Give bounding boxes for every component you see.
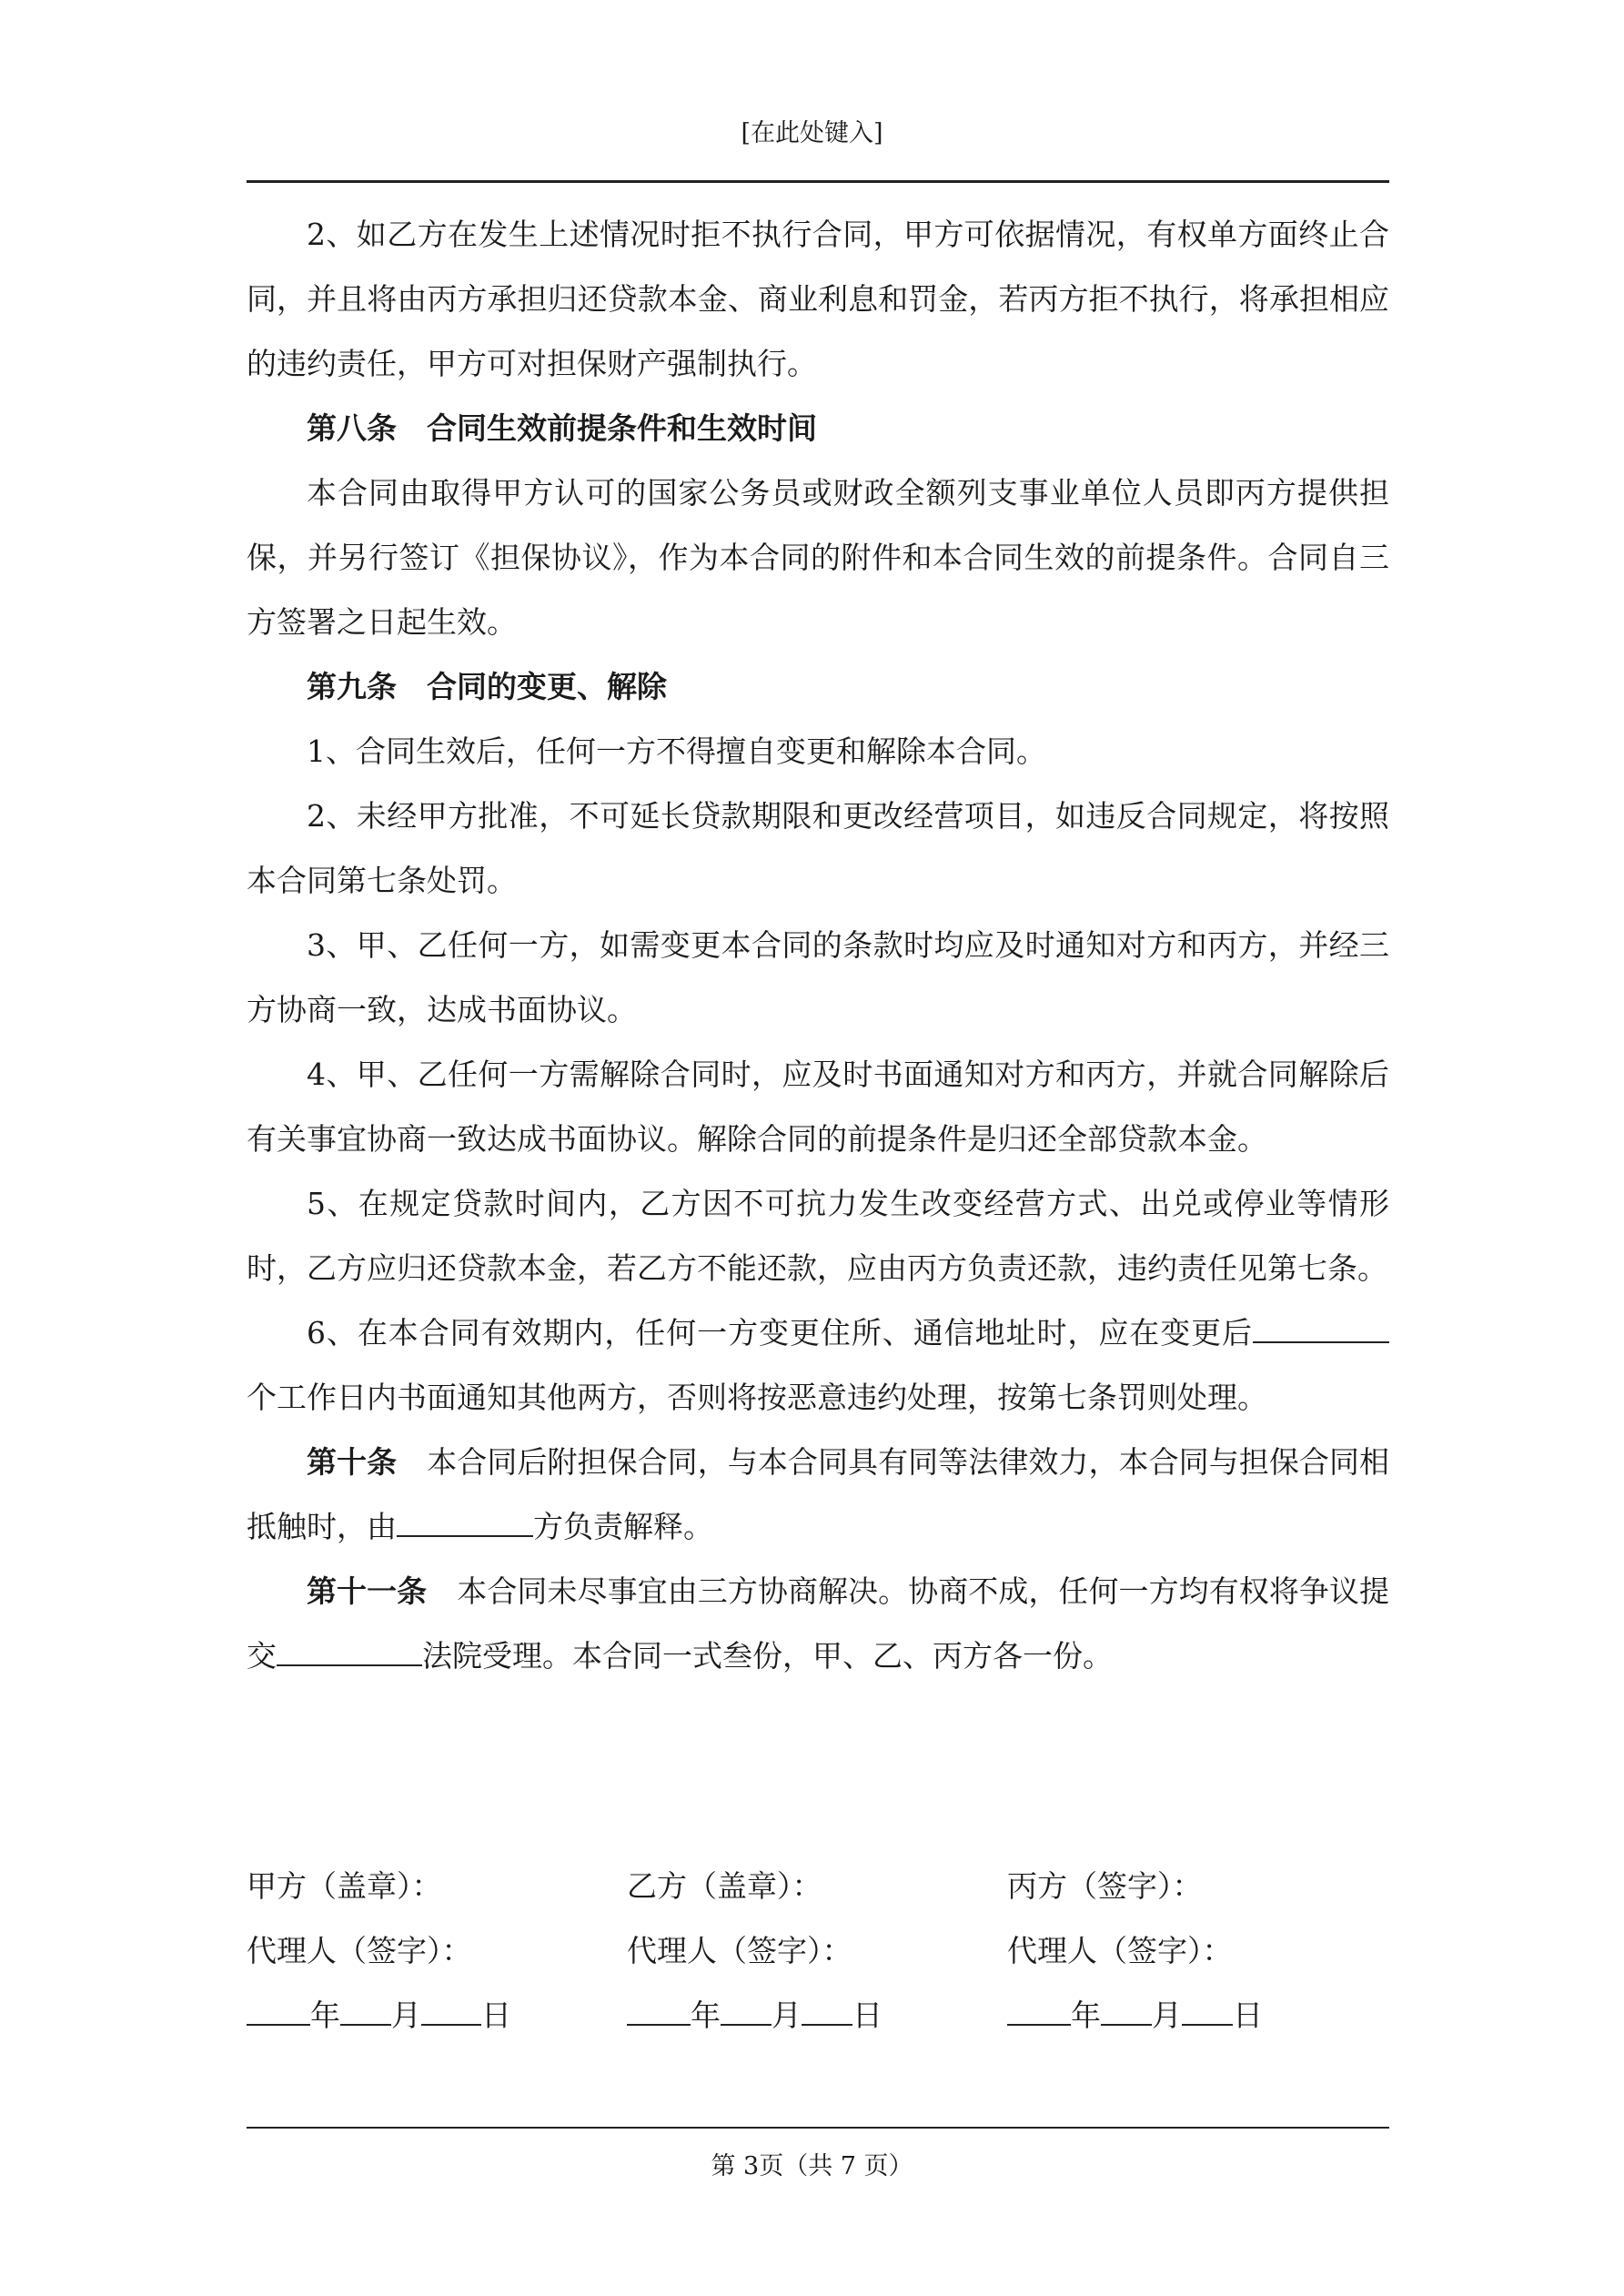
- days-blank-part1[interactable]: [1253, 1314, 1331, 1343]
- article-9-clause-3: 3、甲、乙任何一方，如需变更本合同的条款时均应及时通知对方和丙方，并经三方协商一致，达成书面协议。: [247, 927, 1389, 1027]
- days-blank-part2[interactable]: [1331, 1314, 1389, 1343]
- article-9-clause-1: 1、合同生效后，任何一方不得擅自变更和解除本合同。: [307, 733, 1046, 769]
- page-number: 第 3页（共 7 页）: [711, 2152, 913, 2180]
- year-label: 年: [1071, 1998, 1101, 2033]
- article-10-number: 第十条: [307, 1444, 398, 1480]
- article-8-number: 第八条: [307, 410, 397, 446]
- month-blank[interactable]: [340, 1997, 391, 2026]
- party-c-date: [1007, 1983, 1387, 2048]
- header-divider: [247, 180, 1389, 183]
- paragraph-7-2: 2、如乙方在发生上述情况时拒不执行合同，甲方可依据情况，有权单方面终止合同，并且将由丙方承担归还贷款本金、商业利息和罚金，若丙方拒不执行，将承担相应的违约责任，甲方可对担保财产强制执行。: [247, 217, 1389, 381]
- footer-divider: [247, 2127, 1389, 2129]
- party-a-agent: 代理人（签字）：: [247, 1933, 472, 1968]
- article-11-text-b: 法院受理。本合同一式叁份，甲、乙、丙方各一份。: [422, 1638, 1113, 1674]
- month-blank[interactable]: [1101, 1997, 1152, 2026]
- page-header: [在此处键入]: [741, 119, 883, 147]
- day-label: 日: [852, 1998, 883, 2033]
- contract-body: [247, 202, 1389, 1688]
- signature-party-row: [247, 1854, 1389, 1918]
- day-label: 日: [481, 1998, 511, 2033]
- month-blank[interactable]: [721, 1997, 772, 2026]
- article-9-clause-4: 4、甲、乙任何一方需解除合同时，应及时书面通知对方和丙方，并就合同解除后有关事宜协商一致达成书面协议。解除合同的前提条件是归还全部贷款本金。: [247, 1057, 1389, 1157]
- article-8-heading: [247, 396, 1389, 460]
- party-c-agent: 代理人（签字）：: [1007, 1933, 1233, 1968]
- year-blank[interactable]: [627, 1997, 691, 2026]
- signature-block: [247, 1854, 1389, 2048]
- party-a-seal: 甲方（盖章）：: [247, 1868, 442, 1904]
- article-10-text-b: 方负责解释。: [533, 1509, 713, 1544]
- article-9-clause-2: 2、未经甲方批准，不可延长贷款期限和更改经营项目，如违反合同规定，将按照本合同第七条处罚。: [247, 798, 1389, 898]
- court-blank[interactable]: [277, 1637, 422, 1666]
- article-11-text-a: 本合同未尽事宜由三方协商解决。协商不成，任何一方均有权将争议提交: [247, 1573, 1390, 1674]
- article-9-clause-5: 5、在规定贷款时间内，乙方因不可抗力发生改变经营方式、出兑或停业等情形时，乙方应归还贷款本金，若乙方不能还款，应由丙方负责还款，违约责任见第七条。: [247, 1186, 1389, 1286]
- year-label: 年: [310, 1998, 340, 2033]
- day-blank[interactable]: [802, 1997, 852, 2026]
- party-c-signature: 丙方（签字）：: [1007, 1868, 1203, 1904]
- party-b-seal: 乙方（盖章）：: [627, 1868, 822, 1904]
- month-label: 月: [772, 1998, 802, 2033]
- article-10-text-a: 本合同后附担保合同，与本合同具有同等法律效力，本合同与担保合同相抵触时，由: [247, 1444, 1390, 1544]
- article-11-number: 第十一条: [307, 1573, 428, 1609]
- clause-6-text-a: 6、在本合同有效期内，任何一方变更住所、通信地址时，应在变更后: [307, 1315, 1253, 1350]
- year-label: 年: [691, 1998, 721, 2033]
- day-blank[interactable]: [1182, 1997, 1233, 2026]
- party-a-date: [247, 1983, 627, 2048]
- article-9-clause-6: [247, 1300, 1389, 1430]
- article-11: [247, 1559, 1389, 1688]
- article-8-subject: 合同生效前提条件和生效时间: [427, 410, 817, 446]
- article-9-number: 第九条: [307, 669, 397, 704]
- signature-agent-row: [247, 1918, 1389, 1983]
- signature-date-row: [247, 1983, 1389, 2048]
- article-9-subject: 合同的变更、解除: [427, 669, 667, 704]
- year-blank[interactable]: [1007, 1997, 1071, 2026]
- year-blank[interactable]: [247, 1997, 310, 2026]
- interpreting-party-blank[interactable]: [397, 1508, 533, 1537]
- day-blank[interactable]: [421, 1997, 481, 2026]
- article-8-text: 本合同由取得甲方认可的国家公务员或财政全额列支事业单位人员即丙方提供担保，并另行签订《担保协议》，作为本合同的附件和本合同生效的前提条件。合同自三方签署之日起生效。: [247, 475, 1389, 640]
- month-label: 月: [391, 1998, 421, 2033]
- article-9-heading: [247, 654, 1389, 719]
- party-b-agent: 代理人（签字）：: [627, 1933, 852, 1968]
- party-b-date: [627, 1983, 1007, 2048]
- month-label: 月: [1152, 1998, 1182, 2033]
- article-10: [247, 1430, 1389, 1559]
- clause-6-text-b: 个工作日内书面通知其他两方，否则将按恶意违约处理，按第七条罚则处理。: [247, 1380, 1267, 1415]
- day-label: 日: [1233, 1998, 1263, 2033]
